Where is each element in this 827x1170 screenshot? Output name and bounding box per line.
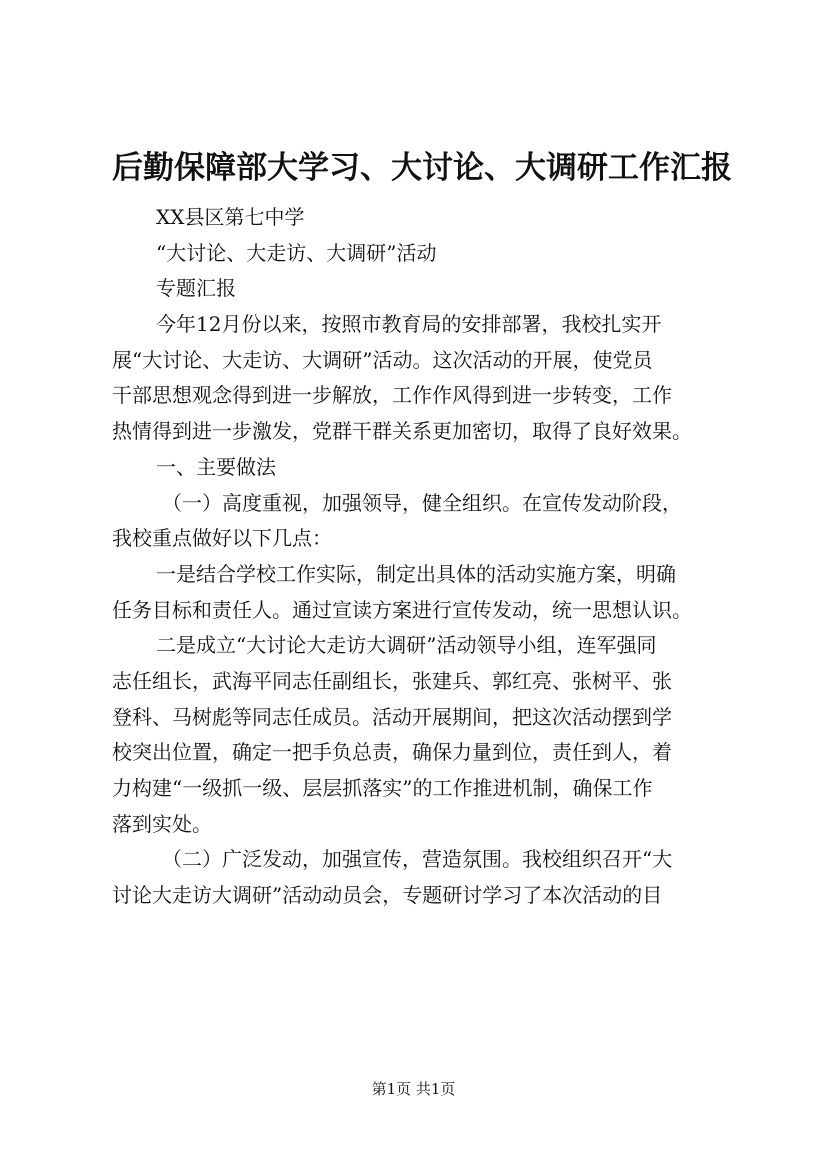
paragraph-line: 任务目标和责任人。通过宣读方案进行宣传发动，统一思想认识。 [112,597,692,622]
subsection-heading-line: （一）高度重视，加强领导，健全组织。在宣传发动阶段， [162,490,682,515]
activity-name-line: “大讨论、大走访、大调研”活动 [156,240,437,265]
report-type-line: 专题汇报 [156,276,236,301]
paragraph-line: 志任组长，武海平同志任副组长，张建兵、郭红亮、张树平、张 [112,668,672,693]
school-name-line: XX县区第七中学 [156,205,305,229]
paragraph-line: 讨论大走访大调研”活动动员会，专题研讨学习了本次活动的目 [112,883,663,908]
paragraph-line: 热情得到进一步激发，党群干群关系更加密切，取得了良好效果。 [112,419,692,444]
page-number-footer: 第1页 共1页 [371,1080,456,1098]
paragraph-line: 展“大讨论、大走访、大调研”活动。这次活动的开展，使党员 [112,347,653,372]
paragraph-line: 我校重点做好以下几点： [112,526,332,551]
section-heading: 一、主要做法 [156,454,276,479]
document-title: 后勤保障部大学习、大讨论、大调研工作汇报 [112,150,732,186]
paragraph-line: 校突出位置，确定一把手负总责，确保力量到位，责任到人，着 [112,740,672,765]
paragraph-line: 今年12月份以来，按照市教育局的安排部署，我校扎实开 [156,312,662,337]
paragraph-line: 力构建“一级抓一级、层层抓落实”的工作推进机制，确保工作 [112,776,653,800]
paragraph-line: 落到实处。 [112,811,212,836]
paragraph-line: 二是成立“大讨论大走访大调研”活动领导小组，连军强同 [156,633,657,658]
document-body [112,200,732,914]
paragraph-line: 干部思想观念得到进一步解放，工作作风得到进一步转变，工作 [112,383,672,408]
paragraph-line: 一是结合学校工作实际，制定出具体的活动实施方案，明确 [156,561,676,586]
paragraph-line: 登科、马树彪等同志任成员。活动开展期间，把这次活动摆到学 [112,704,672,729]
subsection-heading-line: （二）广泛发动，加强宣传，营造氛围。我校组织召开“大 [162,847,673,872]
